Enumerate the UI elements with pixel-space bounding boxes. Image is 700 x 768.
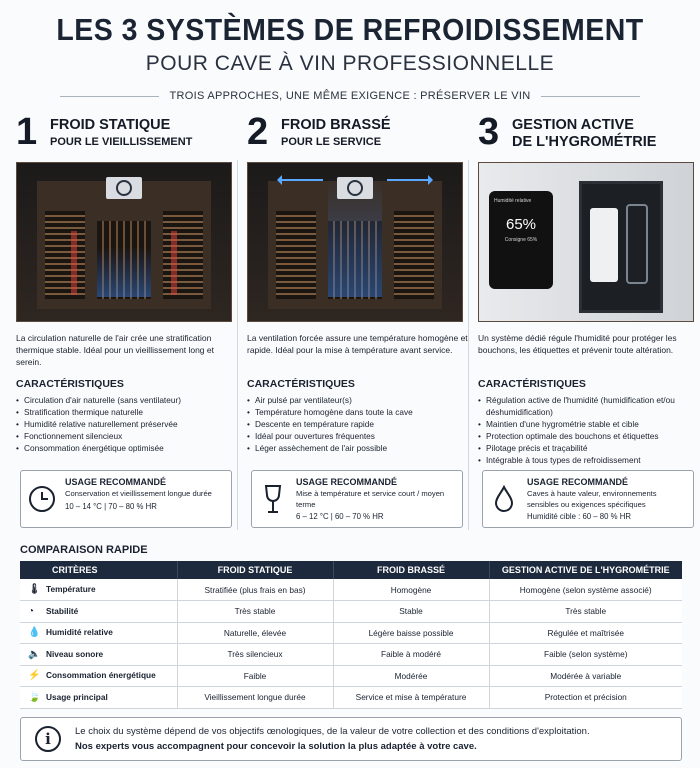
usage-title: USAGE RECOMMANDÉ: [65, 477, 167, 487]
table-cell: Très stable: [177, 601, 333, 623]
column-title: FROID BRASSÉ: [281, 117, 391, 133]
table-cell: Modérée: [333, 665, 489, 687]
page-subtitle: POUR CAVE À VIN PROFESSIONNELLE: [145, 52, 555, 75]
criteria-cell: [20, 665, 177, 687]
usage-box: [20, 470, 232, 528]
thermometer-icon: 🌡: [28, 584, 41, 595]
table-cell: Service et mise à température: [333, 687, 489, 709]
cooling-unit-icon: [106, 177, 142, 199]
column-title: FROID STATIQUE: [50, 117, 171, 133]
clock-icon: [27, 477, 57, 521]
usage-box: [482, 470, 694, 528]
column-subtitle: POUR LE SERVICE: [281, 136, 382, 148]
fan-unit-icon: [337, 177, 373, 199]
column-subtitle: DE L'HYGROMÉTRIE: [512, 134, 657, 150]
column-subtitle: POUR LE VIEILLISSEMENT: [50, 136, 193, 148]
water-drop-icon: [489, 477, 519, 521]
table-row: [20, 601, 682, 623]
column-header: FROID STATIQUE: [177, 561, 333, 579]
feature-item: • Stratification thermique naturelle: [16, 406, 238, 418]
criteria-cell: [20, 579, 177, 601]
table-cell: Régulée et maîtrisée: [489, 622, 682, 644]
hygrometry-illustration: [478, 162, 694, 322]
usage-spec: Humidité cible : 60 – 80 % HR: [527, 512, 632, 521]
usage-title: USAGE RECOMMANDÉ: [527, 477, 629, 487]
table-row: [20, 665, 682, 687]
tagline: [60, 90, 640, 102]
features-title: CARACTÉRISTIQUES: [478, 378, 586, 390]
feature-item: • Air pulsé par ventilateur(s): [247, 394, 469, 406]
table-cell: Homogène (selon système associé): [489, 579, 682, 601]
lightning-icon: ⚡: [28, 670, 41, 682]
features-list: [16, 394, 238, 454]
feature-item: • Idéal pour ouvertures fréquentes: [247, 430, 469, 442]
water-drop-icon: 💧: [28, 627, 41, 639]
comparison-table: [20, 561, 682, 709]
panel-label: Humidité relative: [494, 198, 532, 204]
features-list: [478, 394, 700, 466]
features-title: CARACTÉRISTIQUES: [16, 378, 124, 390]
table-cell: Homogène: [333, 579, 489, 601]
criteria-label: Humidité relative: [46, 627, 113, 638]
column-description: La circulation naturelle de l'air crée une stratification thermique stable. Idéal pour un vieillissement long et serein.: [16, 333, 214, 367]
table-cell: Faible: [177, 665, 333, 687]
feature-item: • Pilotage précis et traçabilité: [478, 442, 700, 454]
feature-item: • Descente en température rapide: [247, 418, 469, 430]
leaf-icon: 🍃: [28, 691, 41, 703]
column-number: 1: [16, 111, 38, 153]
criteria-label: Température: [46, 584, 96, 594]
speaker-icon: 🔈: [28, 648, 41, 660]
usage-title: USAGE RECOMMANDÉ: [296, 477, 398, 487]
usage-spec: 6 – 12 °C | 60 – 70 % HR: [296, 512, 384, 521]
column-header: [478, 112, 700, 158]
tagline-text: TROIS APPROCHES, UNE MÊME EXIGENCE : PRÉSERVER LE VIN: [169, 90, 531, 102]
table-cell: Très stable: [489, 601, 682, 623]
comparison-title: COMPARAISON RAPIDE: [20, 544, 148, 556]
column-header: [247, 112, 469, 158]
table-cell: Modérée à variable: [489, 665, 682, 687]
feature-item: • Léger assèchement de l'air possible: [247, 442, 469, 454]
divider: [60, 96, 159, 97]
column-number: 3: [478, 111, 500, 153]
panel-target: Consigne 65%: [504, 237, 538, 243]
humidity-control-panel: [489, 191, 553, 289]
criteria-cell: [20, 622, 177, 644]
usage-box: [251, 470, 463, 528]
table-cell: Faible à modéré: [333, 644, 489, 666]
column-title: GESTION ACTIVE: [512, 117, 634, 133]
table-row: [20, 579, 682, 601]
column-header: FROID BRASSÉ: [333, 561, 489, 579]
feature-item: • Intégrable à tous types de refroidissement: [478, 454, 700, 466]
system-column-static: [16, 112, 238, 532]
system-column-hygrometry: [478, 112, 700, 532]
criteria-label: Usage principal: [46, 691, 108, 702]
table-cell: Protection et précision: [489, 687, 682, 709]
info-icon: i: [35, 726, 61, 752]
feature-item: • Régulation active de l'humidité (humidification et/ou déshumidification): [478, 394, 700, 418]
system-column-forced: [247, 112, 469, 532]
table-cell: Naturelle, élevée: [177, 622, 333, 644]
feature-item: • Circulation d'air naturelle (sans ventilateur): [16, 394, 238, 406]
divider: [541, 96, 640, 97]
criteria-label: Consommation énergétique: [46, 670, 156, 681]
criteria-label: Stabilité: [46, 605, 79, 616]
usage-desc: Caves à haute valeur, environnements sensibles ou exigences spécifiques: [527, 489, 657, 509]
features-list: [247, 394, 469, 454]
table-row: [20, 687, 682, 709]
criteria-cell: [20, 687, 177, 709]
gauge-icon: ◔: [28, 605, 35, 617]
usage-spec: 10 – 14 °C | 70 – 80 % HR: [65, 501, 157, 511]
column-description: Un système dédié régule l'humidité pour protéger les bouchons, les étiquettes et prévenir toute altération.: [478, 333, 677, 355]
wine-glass-icon: [258, 477, 288, 521]
table-header-row: [20, 561, 682, 579]
table-cell: Très silencieux: [177, 644, 333, 666]
table-cell: Légère baisse possible: [333, 622, 489, 644]
criteria-label: Niveau sonore: [46, 648, 104, 659]
table-cell: Stratifiée (plus frais en bas): [177, 579, 333, 601]
feature-item: • Humidité relative naturellement préservée: [16, 418, 238, 430]
table-cell: Stable: [333, 601, 489, 623]
criteria-cell: [20, 601, 177, 623]
table-row: [20, 622, 682, 644]
forced-cooling-illustration: [247, 162, 463, 322]
airflow-arrow-icon: [387, 179, 432, 181]
column-number: 2: [247, 111, 269, 153]
info-note: [20, 717, 682, 761]
column-description: La ventilation forcée assure une température homogène et rapide. Idéal pour la mise à température avant service.: [247, 333, 468, 355]
usage-desc: Conservation et vieillissement longue durée: [65, 489, 212, 498]
feature-item: • Protection optimale des bouchons et étiquettes: [478, 430, 700, 442]
humidifier-cabinet: [579, 181, 663, 313]
table-row: [20, 644, 682, 666]
features-title: CARACTÉRISTIQUES: [247, 378, 355, 390]
usage-desc: Mise à température et service court / moyen terme: [296, 489, 445, 509]
airflow-arrow-icon: [278, 179, 323, 181]
column-header: [16, 112, 238, 158]
column-header: CRITÈRES: [20, 561, 177, 579]
column-header: GESTION ACTIVE DE L'HYGROMÉTRIE: [489, 561, 682, 579]
table-cell: Vieillissement longue durée: [177, 687, 333, 709]
criteria-cell: [20, 644, 177, 666]
note-line-1: Le choix du système dépend de vos objectifs œnologiques, de la valeur de votre collection et des conditions d'exploitation.: [75, 726, 590, 737]
feature-item: • Maintien d'une hygrométrie stable et cible: [478, 418, 700, 430]
feature-item: • Fonctionnement silencieux: [16, 430, 238, 442]
feature-item: • Consommation énergétique optimisée: [16, 442, 238, 454]
page-title: LES 3 SYSTÈMES DE REFROIDISSEMENT: [56, 12, 644, 47]
panel-value: 65%: [505, 216, 537, 233]
note-line-2: Nos experts vous accompagnent pour concevoir la solution la plus adaptée à votre cave.: [75, 741, 477, 752]
feature-item: • Température homogène dans toute la cave: [247, 406, 469, 418]
table-cell: Faible (selon système): [489, 644, 682, 666]
static-cooling-illustration: [16, 162, 232, 322]
